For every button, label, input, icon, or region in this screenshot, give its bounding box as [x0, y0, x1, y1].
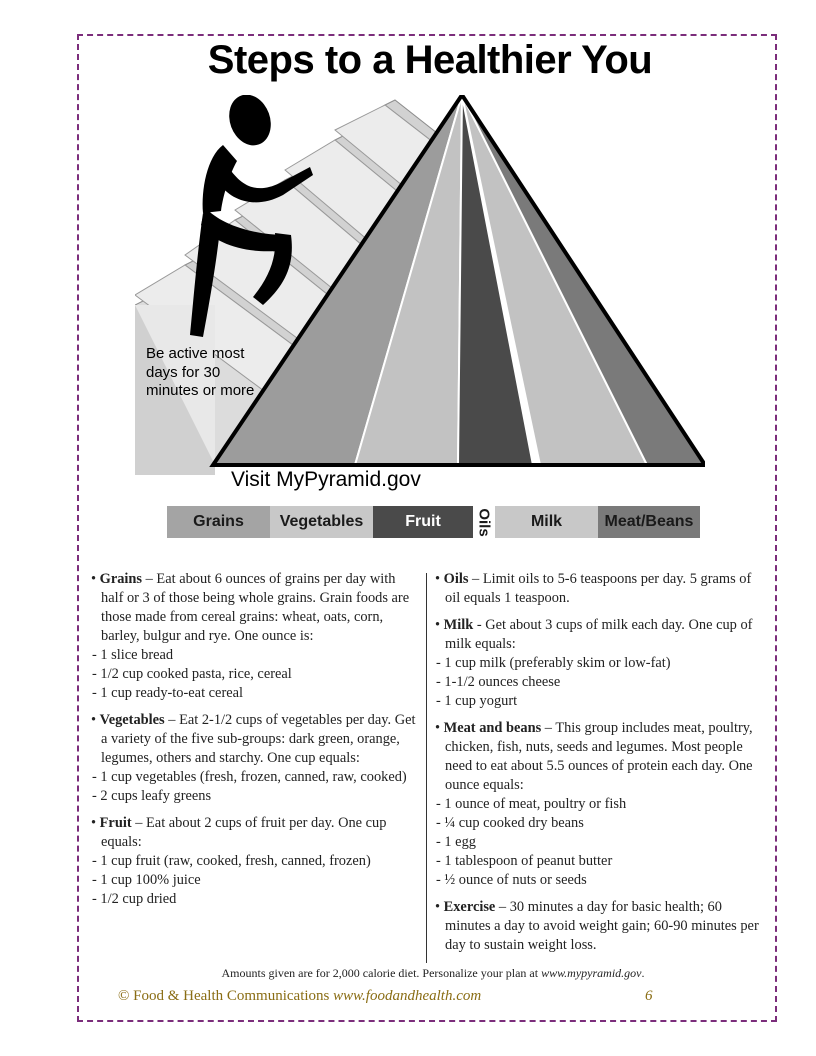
list-item: - ½ ounce of nuts or seeds	[436, 872, 587, 888]
list-item: - 1 cup ready-to-eat cereal	[92, 685, 244, 701]
entry-text: – 30 minutes a day for basic health; 60 minutes a day to avoid weight gain; 60-90 minutes per day to sustain weight loss.	[445, 899, 759, 953]
list-item: - 2 cups leafy greens	[92, 788, 212, 804]
list-item: - 1 cup vegetables (fresh, frozen, canned, raw, cooked)	[92, 769, 407, 785]
entry-heading: Fruit	[99, 815, 132, 831]
column-divider	[426, 573, 427, 963]
entry-exercise: • Exercise – 30 minutes a day for basic health; 60 minutes a day to avoid weight gain; 60-90 minutes per day to sustain weight loss.	[435, 899, 759, 953]
entry-grains: • Grains – Eat about 6 ounces of grains per day with half or 3 of those being whole grains. Grain foods are those made from cereal grains: wheat, oats, corn, barley, bulgur and rye. One ounce is: - 1 slice bread - 1/2 cup cooked pasta, rice, cereal - 1 cup ready-to-eat cereal	[91, 570, 421, 703]
right-column	[435, 570, 765, 963]
entry-heading: Grains	[99, 571, 143, 587]
food-group-label: Oils	[475, 507, 493, 537]
list-item: - 1 cup milk (preferably skim or low-fat)	[436, 655, 671, 671]
entry-text: – Eat 2-1/2 cups of vegetables per day. Get a variety of the five sub-groups: dark green, orange, legumes, others and starchy. One cup equals:	[101, 712, 416, 766]
entry-text: - Get about 3 cups of milk each day. One cup of milk equals:	[445, 617, 753, 652]
food-group-grains	[167, 506, 270, 538]
entry-heading: Vegetables	[99, 712, 165, 728]
food-group-label: Grains	[193, 513, 244, 530]
entry-vegetables: • Vegetables – Eat 2-1/2 cups of vegetables per day. Get a variety of the five sub-groups: dark green, orange, legumes, others and starchy. One cup equals: - 1 cup vegetables (fresh, frozen, canned, raw, cooked) - 2 cups leafy greens	[91, 711, 421, 806]
list-item: - 1-1/2 ounces cheese	[436, 674, 561, 690]
list-item: - 1/2 cup cooked pasta, rice, cereal	[92, 666, 292, 682]
entry-milk: • Milk - Get about 3 cups of milk each day. One cup of milk equals: - 1 cup milk (preferably skim or low-fat) - 1-1/2 ounces cheese - 1 cup yogurt	[435, 616, 765, 711]
food-group-milk	[495, 506, 598, 538]
list-item: - 1 slice bread	[92, 647, 174, 663]
food-group-label: Fruit	[405, 513, 441, 530]
list-item: - 1 cup yogurt	[436, 693, 518, 709]
entry-text: – This group includes meat, poultry, chicken, fish, nuts, seeds and legumes. Most people need to eat about 5.5 ounces of protein each day. One ounce equals:	[445, 720, 753, 793]
food-group-fruit	[373, 506, 473, 538]
entry-meat-and-beans: • Meat and beans – This group includes meat, poultry, chicken, fish, nuts, seeds and legumes. Most people need to eat about 5.5 ounces of protein each day. One ounce equals: - 1 ounce of meat, poultry or fish - ¼ cup cooked dry beans - 1 egg - 1 tablespoon of peanut butter - ½ ounce of nuts or seeds	[435, 719, 765, 890]
entry-heading: Exercise	[443, 899, 496, 915]
visit-website-text: Visit MyPyramid.gov	[231, 468, 421, 491]
entry-text: – Eat about 6 ounces of grains per day with half or 3 of those being whole grains. Grain foods are those made from cereal grains: wheat, oats, corn, barley, bulgur and rye. One ounce is:	[101, 571, 410, 644]
entry-text: – Eat about 2 cups of fruit per day. One cup equals:	[101, 815, 387, 850]
food-group-vegetables	[270, 506, 373, 538]
footnote-text: Amounts given are for 2,000 calorie diet. Personalize your plan at	[221, 966, 542, 980]
food-group-label: Vegetables	[279, 513, 364, 530]
food-group-label: Meat/Beans	[604, 513, 694, 530]
footnote-end: .	[641, 966, 645, 980]
activity-note: Be active most days for 30 minutes or more	[146, 345, 255, 399]
page-title: Steps to a Healthier You	[207, 38, 653, 82]
entry-fruit: • Fruit – Eat about 2 cups of fruit per day. One cup equals: - 1 cup fruit (raw, cooked, fresh, canned, frozen) - 1 cup 100% juice - 1/2 cup dried	[91, 814, 421, 909]
list-item: - 1 cup 100% juice	[92, 872, 201, 888]
list-item: - 1 ounce of meat, poultry or fish	[436, 796, 627, 812]
entry-heading: Milk	[443, 617, 474, 633]
list-item: - 1 egg	[436, 834, 476, 850]
foodandhealth-link[interactable]: www.foodandhealth.com	[333, 988, 482, 1004]
list-item: - 1 cup fruit (raw, cooked, fresh, canned, frozen)	[92, 853, 371, 869]
list-item: - ¼ cup cooked dry beans	[436, 815, 584, 831]
pyramid-illustration	[135, 95, 705, 505]
entry-heading: Meat and beans	[443, 720, 542, 736]
footnote	[0, 966, 816, 981]
entry-oils: • Oils – Limit oils to 5-6 teaspoons per day. 5 grams of oil equals 1 teaspoon.	[435, 571, 752, 606]
food-group-label: Milk	[530, 513, 563, 530]
list-item: - 1 tablespoon of peanut butter	[436, 853, 613, 869]
food-group-meat-beans	[598, 506, 700, 538]
food-group-oils	[473, 506, 495, 538]
list-item: - 1/2 cup dried	[92, 891, 177, 907]
left-column	[91, 570, 421, 917]
copyright-line	[118, 988, 481, 1005]
food-group-bar	[167, 506, 700, 538]
mypyramid-link[interactable]: www.mypyramid.gov	[541, 966, 642, 980]
page-number: 6	[645, 988, 653, 1004]
copyright-text: © Food & Health Communications	[118, 988, 334, 1004]
entry-heading: Oils	[443, 571, 469, 587]
entry-text: – Limit oils to 5-6 teaspoons per day. 5 grams of oil equals 1 teaspoon.	[445, 571, 752, 606]
